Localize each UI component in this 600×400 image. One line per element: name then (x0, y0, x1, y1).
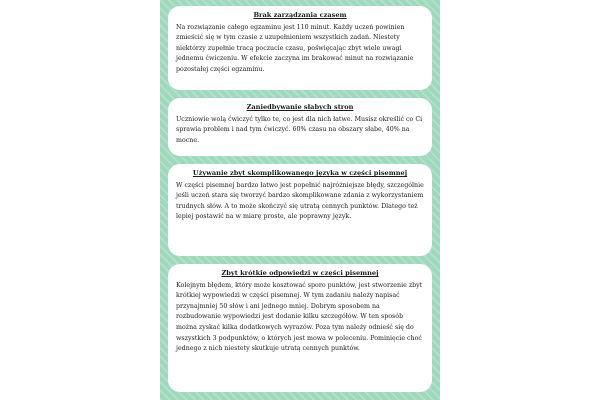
section-body: Kolejnym błędem, który może kosztować sporo punktów, jest stworzenie zbyt krótkiej wypowiedzi w części pisemnej. W tym zadaniu należy napisać przynajmniej 50 słów i ani jednego mniej. Dobrym sposobem na rozbudowanie wypowiedzi jest dodanie kilku szczegółów. W ten sposób można zyskać kilka dodatkowych wyrazów. Poza tym należy odnieść się do wszystkich 3 podpunktów, o których jest mowa w poleceniu. Pominięcie choć jednego z nich niestety skutkuje utratą cennych punktów. (176, 281, 423, 353)
section-card-weak-points (168, 98, 432, 156)
section-body: Na rozwiązanie całego egzaminu jest 110 minut. Każdy uczeń powinien zmieścić się w tym czasie z uzupełnieniem wszystkich zadań. Niestety niektórzy zupełnie tracą poczucie czasu, poświęcając zbyt wiele uwagi jednemu ćwiczeniu. W efekcie zaczyna im brakować minut na rozwiązanie pozostałej części egzaminu. (176, 23, 414, 73)
section-body: W części pisemnej bardzo łatwo jest popełnić najróżniejsze błędy, szczególnie jeśli uczeń stara się tworzyć bardzo skomplikowane zdania z wykorzystaniem trudnych słów. A to może skończyć się utratą cennych punktów. Dlatego też lepiej postawić na w miarę proste, ale poprawny język. (176, 181, 424, 221)
section-title: Zbyt krótkie odpowiedzi w części pisemnej (221, 269, 379, 277)
section-card-complex-language (168, 164, 432, 256)
section-title: Brak zarządzania czasem (253, 11, 347, 19)
infographic-page (160, 0, 440, 400)
section-card-time-management (168, 6, 432, 90)
section-title: Używanie zbyt skomplikowanego języka w części pisemnej (192, 169, 408, 177)
section-title: Zaniedbywanie słabych stron (246, 103, 354, 111)
section-body: Uczniowie wolą ćwiczyć tylko te, co jest dla nich łatwe. Musisz określić co Ci sprawia problem i nad tym ćwiczyć. 60% czasu na obszary słabe, 40% na mocne. (176, 115, 423, 144)
section-card-short-answers (168, 264, 432, 392)
